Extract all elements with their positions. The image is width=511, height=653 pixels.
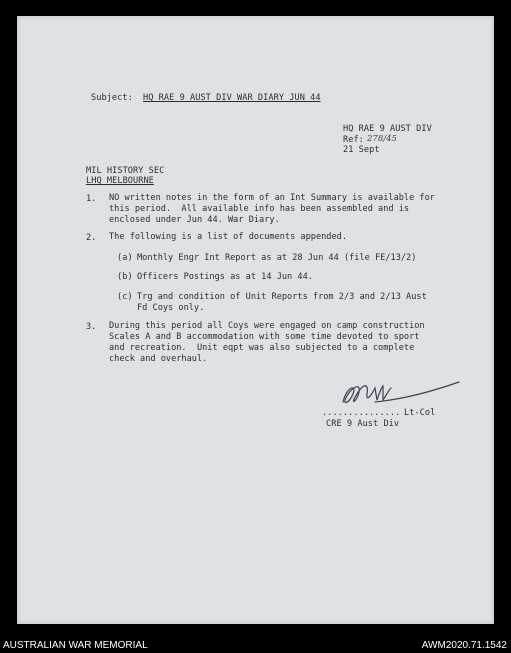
addressee-line1: MIL HISTORY SEC [86, 166, 165, 176]
sub-item-line: Officers Postings as at 14 Jun 44. [137, 272, 313, 282]
paragraph-number: 3. [86, 322, 97, 332]
subject-text: HQ RAE 9 AUST DIV WAR DIARY JUN 44 [143, 93, 321, 103]
paragraph-3 [109, 322, 425, 366]
paragraph-2 [109, 233, 347, 244]
addressee-line2: LHQ MELBOURNE [86, 176, 154, 186]
from-unit: HQ RAE 9 AUST DIV [343, 124, 432, 134]
footer-accession: AWM2020.71.1542 [421, 640, 507, 651]
paragraph-line: Scales A and B accommodation with some time devoted to sport [109, 332, 420, 342]
sub-item-line: Monthly Engr Int Report as at 28 Jun 44 (file FE/13/2) [137, 253, 417, 263]
ref-label: Ref: [343, 135, 364, 145]
signature-dots: ............... [322, 408, 401, 418]
paragraph-line: The following is a list of documents appended. [109, 232, 347, 242]
sub-item-a [137, 254, 416, 265]
sub-item-c [137, 293, 427, 315]
ref-value: 278/45 [367, 134, 397, 144]
sub-item-label: (c) [117, 292, 133, 302]
paragraph-line: NO written notes in the form of an Int Summary is available for [109, 193, 435, 203]
document-page [17, 16, 494, 624]
signature-title: CRE 9 Aust Div [326, 419, 400, 429]
sub-item-b [137, 273, 313, 284]
paragraph-number: 1. [86, 194, 97, 204]
signature-rank: Lt-Col [404, 408, 436, 418]
subject-label: Subject: [91, 93, 133, 103]
sub-item-label: (b) [117, 272, 133, 282]
sub-item-label: (a) [117, 253, 133, 263]
paragraph-line: check and overhaul. [109, 354, 208, 364]
paragraph-line: and recreation. Unit eqpt was also subjected to a complete [109, 343, 415, 353]
sub-item-line: Trg and condition of Unit Reports from 2/3 and 2/13 Aust [137, 292, 427, 302]
sub-item-line: Fd Coys only. [137, 303, 205, 313]
footer-source: AUSTRALIAN WAR MEMORIAL [3, 640, 148, 651]
paragraph-line: this period. All available info has been assembled and is [109, 204, 410, 214]
paragraph-line: During this period all Coys were engaged on camp construction [109, 321, 425, 331]
paragraph-1 [109, 194, 435, 227]
document-date: 21 Sept [343, 145, 380, 155]
paragraph-number: 2. [86, 233, 97, 243]
paragraph-line: enclosed under Jun 44. War Diary. [109, 215, 280, 225]
